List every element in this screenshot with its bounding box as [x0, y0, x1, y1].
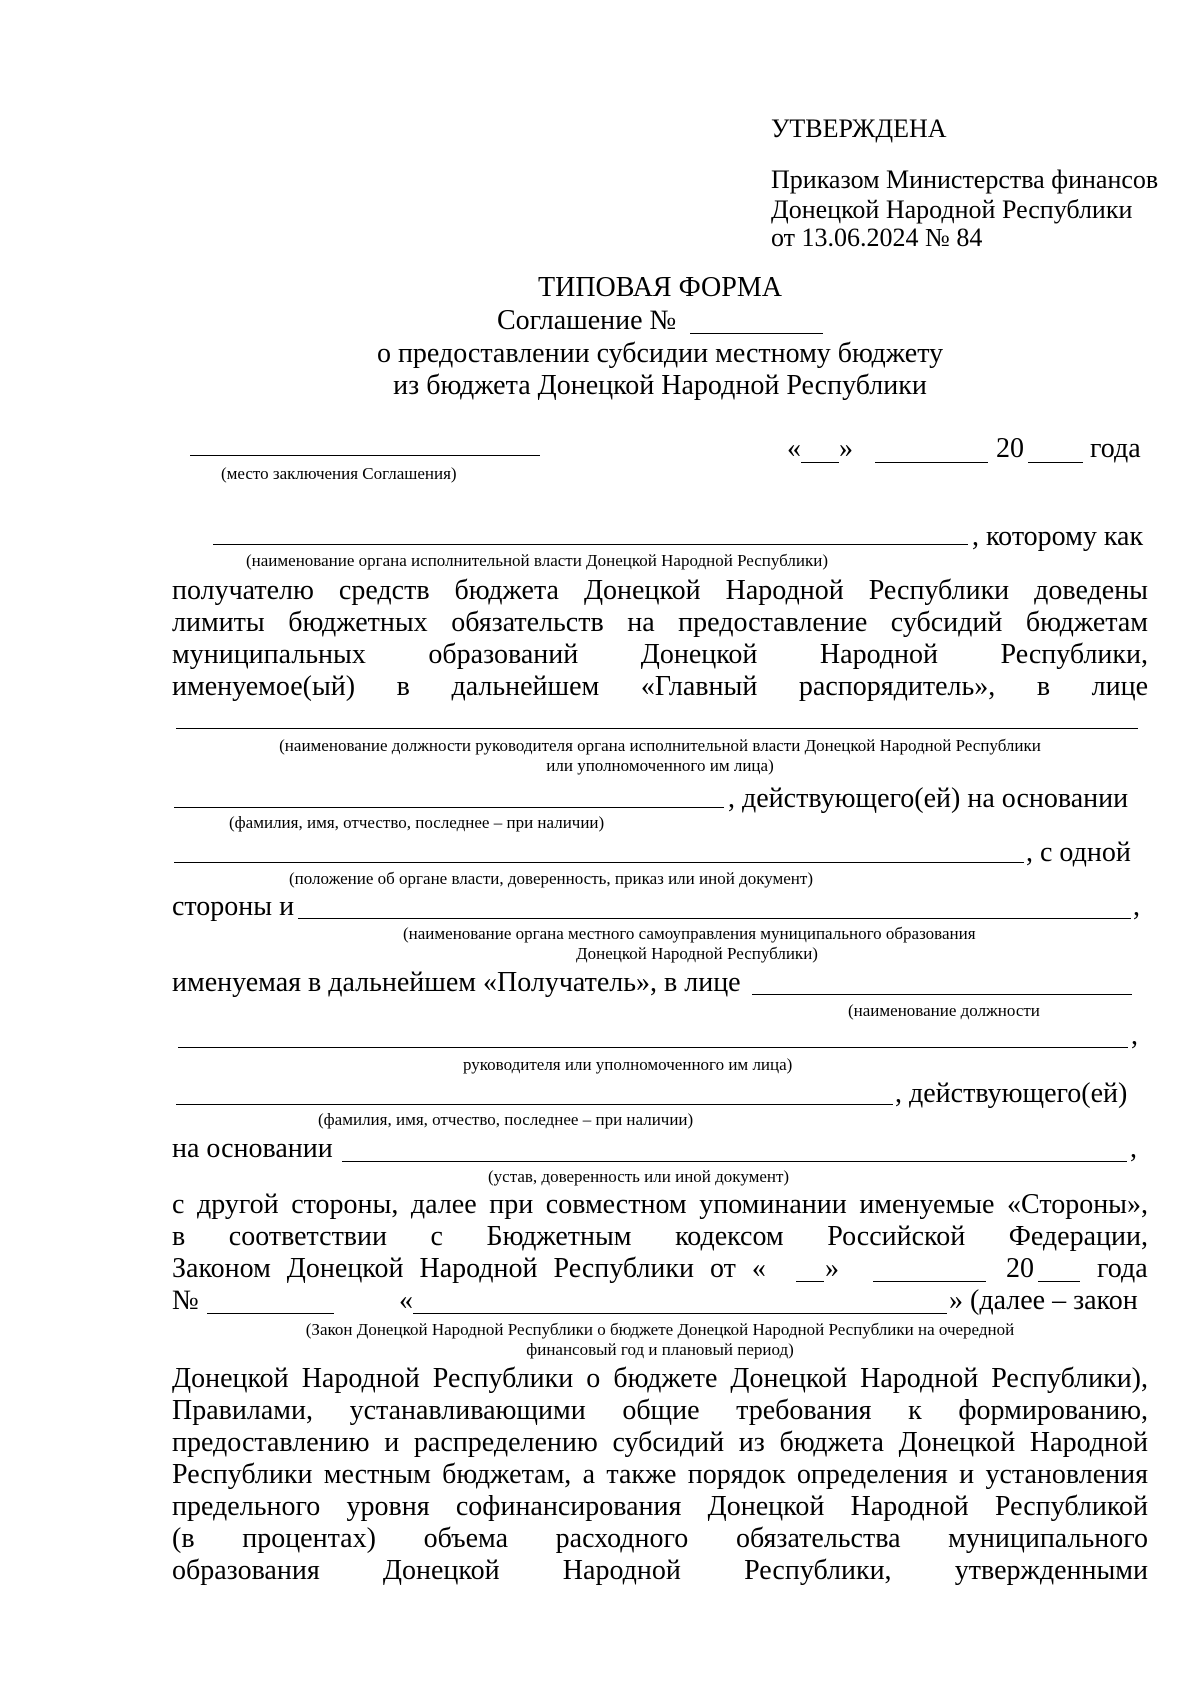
recipient-basis-line [342, 1161, 1127, 1162]
field-caption: (Закон Донецкой Народной Республики о бюджете Донецкой Народной Республики на очередной [305, 1320, 1015, 1339]
paragraph-line: предоставлению и распределению субсидий из бюджета Донецкой Народной [172, 1427, 1148, 1458]
field-caption: Донецкой Народной Республики) [576, 944, 818, 963]
agreement-title: Соглашение № [497, 305, 677, 336]
year-prefix: 20 [996, 433, 1024, 464]
field-caption: (наименование должности руководителя органа исполнительной власти Донецкой Народной Республики [279, 736, 1041, 755]
approval-heading: УТВЕРЖДЕНА [771, 114, 947, 143]
text-fragment: именуемая в дальнейшем «Получатель», в лице [172, 967, 741, 998]
text-fragment: 20 [1006, 1253, 1034, 1284]
full-name-line [174, 807, 724, 808]
law-number-line [207, 1313, 334, 1314]
field-caption: (фамилия, имя, отчество, последнее – при наличии) [318, 1110, 694, 1129]
paragraph-line: предельного уровня софинансирования Донецкой Народной Республикой [172, 1491, 1148, 1522]
recipient-position-line [752, 994, 1132, 995]
executive-body-line [213, 544, 968, 545]
place-line [190, 455, 540, 456]
day-line [801, 462, 839, 463]
paragraph-line: с другой стороны, далее при совместном упоминании именуемые «Стороны», [172, 1189, 1148, 1220]
text-fragment: « [399, 1285, 413, 1316]
recipient-position-line-2 [178, 1047, 1128, 1048]
position-line [176, 728, 1138, 729]
paragraph-line: лимиты бюджетных обязательств на предоставление субсидий бюджетам [172, 607, 1148, 638]
year-suffix: года [1090, 433, 1141, 464]
place-caption: (место заключения Соглашения) [221, 464, 457, 483]
text-fragment: , действующего(ей) на основании [728, 783, 1129, 814]
text-fragment: , [1133, 891, 1140, 922]
text-fragment: года [1097, 1253, 1148, 1284]
field-caption: финансовый год и плановый период) [526, 1340, 794, 1359]
approval-line: Донецкой Народной Республики [771, 195, 1133, 224]
paragraph-line: образования Донецкой Народной Республики, утвержденными [172, 1555, 1148, 1586]
text-fragment: Законом Донецкой Народной Республики от « [172, 1253, 766, 1284]
paragraph-line: Республики местным бюджетам, а также порядок определения и установления [172, 1459, 1148, 1490]
text-fragment: , с одной [1026, 837, 1131, 868]
text-fragment: » (далее – закон [949, 1285, 1138, 1316]
paragraph-line: именуемое(ый) в дальнейшем «Главный распорядитель», в лице [172, 671, 1148, 702]
law-year-line [1038, 1281, 1080, 1282]
law-name-line [413, 1313, 947, 1314]
field-caption: (наименование органа исполнительной власти Донецкой Народной Республики) [246, 551, 829, 570]
field-caption: (наименование органа местного самоуправления муниципального образования [403, 924, 976, 943]
field-caption: (устав, доверенность или иной документ) [488, 1167, 790, 1186]
text-fragment: № [172, 1285, 199, 1316]
field-caption: (наименование должности [848, 1001, 1040, 1020]
law-month-line [873, 1281, 986, 1282]
subtitle: из бюджета Донецкой Народной Республики [393, 370, 927, 401]
quote-close: » [839, 433, 853, 464]
field-caption: (положение об органе власти, доверенность, приказ или иной документ) [289, 869, 813, 888]
form-type-title: ТИПОВАЯ ФОРМА [538, 272, 782, 303]
field-caption: (фамилия, имя, отчество, последнее – при наличии) [229, 813, 605, 832]
text-fragment: , действующего(ей) [895, 1078, 1128, 1109]
field-caption: или уполномоченного им лица) [546, 756, 774, 775]
quote-open: « [787, 433, 801, 464]
field-caption: руководителя или уполномоченного им лица) [463, 1055, 793, 1074]
recipient-name-line [176, 1104, 893, 1105]
text-fragment: на основании [172, 1133, 333, 1164]
law-day-line [796, 1281, 824, 1282]
paragraph-line: Донецкой Народной Республики о бюджете Донецкой Народной Республики), [172, 1363, 1148, 1394]
agreement-number-line [690, 333, 823, 334]
approval-line: от 13.06.2024 № 84 [771, 223, 983, 252]
paragraph-line: получателю средств бюджета Донецкой Народной Республики доведены [172, 575, 1148, 606]
paragraph-line: муниципальных образований Донецкой Народной Республики, [172, 639, 1148, 670]
text-fragment: , которому как [972, 521, 1144, 552]
year-line [1028, 462, 1083, 463]
approval-line: Приказом Министерства финансов [771, 165, 1159, 194]
text-fragment: » [825, 1253, 839, 1284]
text-fragment: , [1131, 1020, 1138, 1051]
paragraph-line: Правилами, устанавливающими общие требования к формированию, [172, 1395, 1148, 1426]
paragraph-line: в соответствии с Бюджетным кодексом Российской Федерации, [172, 1221, 1148, 1252]
local-government-line [298, 918, 1131, 919]
basis-line [174, 862, 1024, 863]
month-line [875, 462, 988, 463]
text-fragment: стороны и [172, 891, 295, 922]
subtitle: о предоставлении субсидии местному бюджету [376, 338, 944, 369]
text-fragment: , [1130, 1133, 1137, 1164]
paragraph-line: (в процентах) объема расходного обязательства муниципального [172, 1523, 1148, 1554]
